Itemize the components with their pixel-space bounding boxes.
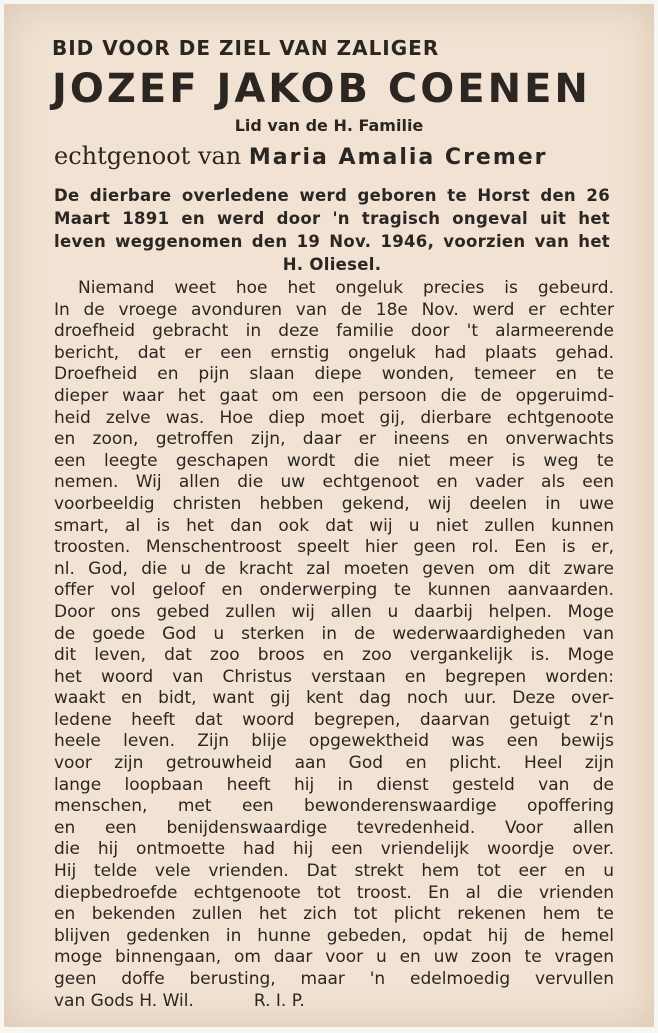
spouse-prefix: echtgenoot van [54, 142, 242, 170]
spouse-line [54, 142, 548, 170]
body-line: Droefheid en pijn slaan diepe wonden, temeer en te [54, 364, 614, 385]
closing-rip: R. I. P. [253, 990, 305, 1011]
body-line: moge binnengaan, om daar voor u en uw zoon te vragen [54, 947, 614, 968]
body-line: waakt en bidt, want gij kent dag noch uur. Deze over- [54, 688, 614, 709]
body-line: dit leven, dat zoo broos en zoo vergankelijk is. Moge [54, 645, 614, 666]
body-line: droefheid gebracht in deze familie door 't alarmeerende [54, 321, 614, 342]
memorial-card [4, 4, 654, 1027]
intro-paragraph: De dierbare overledene werd geboren te Horst den 26 Maart 1891 en werd door 'n tragisch ongeval uit het leven weggenomen den 19 Nov. 1946, voorzien van het H. Oliesel. [54, 186, 610, 274]
body-line: voor zijn getrouwheid aan God en plicht. Heel zijn [54, 753, 614, 774]
body-line: heid zelve was. Hoe diep moet gij, dierbare echtgenoote [54, 407, 614, 428]
body-line: een leegte geschapen wordt die niet meer is weg te [54, 450, 614, 471]
body-line: In de vroege avonduren van de 18e Nov. werd er echter [54, 299, 614, 320]
body-line: voorbeeldig christen hebben gekend, wij deelen in uwe [54, 493, 614, 514]
body-line: nemen. Wij allen die uw echtgenoot en vader als een [54, 472, 614, 493]
body-line: dieper waar het gaat om een persoon die de opgeruimd- [54, 385, 614, 406]
card-heading: BID VOOR DE ZIEL VAN ZALIGER [52, 36, 440, 60]
body-line: en zoon, getroffen zijn, daar er ineens en onverwachts [54, 429, 614, 450]
body-line: blijven gedenken in hunne gebeden, opdat hij de hemel [54, 925, 614, 946]
body-line: menschen, met een bewonderenswaardige opoffering [54, 796, 614, 817]
body-line: heele leven. Zijn blije opgewektheid was een bewijs [54, 731, 614, 752]
body-line: ledene heeft dat woord begrepen, daarvan getuigt z'n [54, 709, 614, 730]
body-line: de goede God u sterken in de wederwaardigheden van [54, 623, 614, 644]
body-text [54, 278, 614, 1012]
card-content [4, 4, 654, 1027]
membership-line: Lid van de H. Familie [234, 116, 424, 135]
body-line: Hij telde vele vrienden. Dat strekt hem tot eer en u [54, 861, 614, 882]
deceased-name: JOZEF JAKOB COENEN [52, 66, 591, 112]
body-line: Niemand weet hoe het ongeluk precies is gebeurd. [78, 278, 614, 298]
body-line: Door ons gebed zullen wij allen u daarbij helpen. Moge [54, 601, 614, 622]
body-line: diepbedroefde echtgenoote tot troost. En al die vrienden [54, 882, 614, 903]
body-line: bericht, dat er een ernstig ongeluk had plaats gehad. [54, 342, 614, 363]
body-line: het woord van Christus verstaan en begrepen worden: [54, 666, 614, 687]
body-line: die hij ontmoette had hij een vriendelijk woordje over. [54, 839, 614, 860]
body-line: en bekenden zullen het zich tot plicht rekenen hem te [54, 904, 614, 925]
spouse-name: Maria Amalia Cremer [248, 145, 548, 170]
body-line: van Gods H. Wil. R. I. P. [54, 990, 305, 1011]
body-line: nl. God, die u de kracht zal moeten geven om dit zware [54, 558, 614, 579]
body-line: en een benijdenswaardige tevredenheid. Voor allen [54, 817, 614, 838]
body-line: troosten. Menschentroost speelt hier geen rol. Een is er, [54, 537, 614, 558]
body-line: lange loopbaan heeft hij in dienst gesteld van de [54, 774, 614, 795]
body-line: offer vol geloof en onderwerping te kunnen aanvaarden. [54, 580, 614, 601]
body-line: smart, al is het dan ook dat wij u niet zullen kunnen [54, 515, 614, 536]
body-line: geen doffe berusting, maar 'n edelmoedig vervullen [54, 969, 614, 989]
